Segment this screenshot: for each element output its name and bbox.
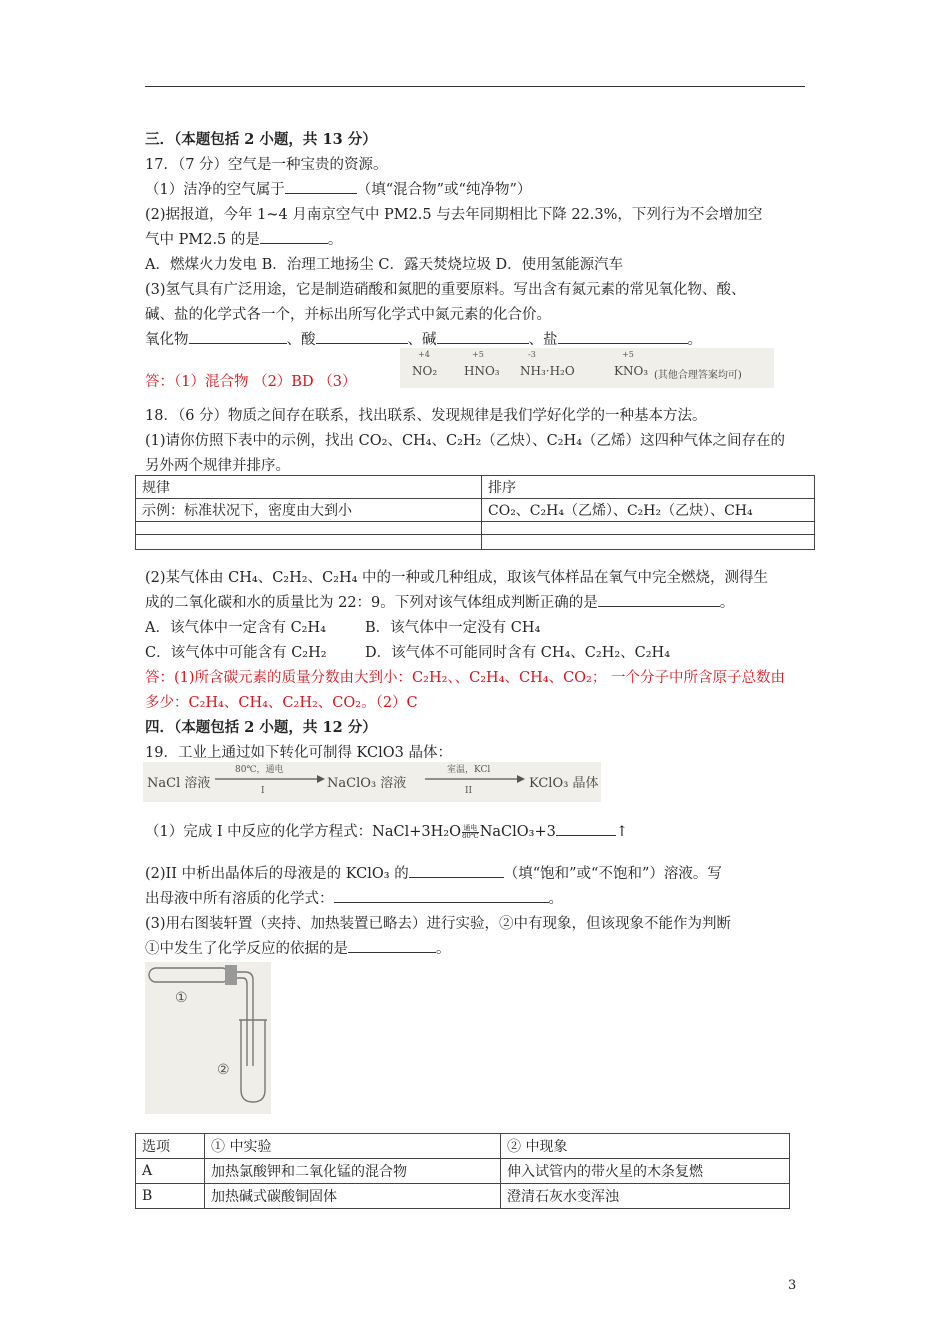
q19-apparatus-figure bbox=[145, 962, 271, 1114]
flow-step2-condition: 室温，KCl bbox=[447, 765, 491, 775]
q17-answer: 答：（1）混合物 （2）BD （3） bbox=[145, 374, 357, 390]
answer-blank[interactable] bbox=[598, 594, 720, 607]
table-header-cell: ② 中现象 bbox=[501, 1134, 790, 1159]
q17-part2-line2: 气中 PM2.5 的是 。 bbox=[145, 232, 343, 248]
q17-stem: 17．（7 分）空气是一种宝贵的资源。 bbox=[145, 157, 388, 173]
q18-stem: 18．（6 分）物质之间存在联系，找出联系、发现规律是我们学好化学的一种基本方法。 bbox=[145, 408, 707, 424]
q17-fill-line: 氧化物 、酸 、碱 、盐 。 bbox=[145, 332, 702, 348]
q17-part2-line1: (2)据报道，今年 1~4 月南京空气中 PM2.5 与去年同期相比下降 22.3%，下列行为不会增加空 bbox=[145, 207, 763, 223]
q17-part3-line1: (3)氢气具有广泛用途，它是制造硝酸和氮肥的重要原料。写出含有氮元素的常见氧化物、酸、 bbox=[145, 282, 746, 298]
table-cell: CO₂、C₂H₄（乙烯）、C₂H₂（乙炔）、CH₄ bbox=[482, 499, 815, 522]
q17-options: A．燃煤火力发电 B．治理工地扬尘 C．露天焚烧垃圾 D．使用氢能源汽车 bbox=[145, 257, 624, 273]
q19-part3-line1: (3)用右图装轩置（夹持、加热装置已略去）进行实验，②中有现象，但该现象不能作为判断 bbox=[145, 916, 732, 932]
section3-title: 三．（本题包括 2 小题，共 13 分） bbox=[145, 131, 377, 148]
q18-part2-line1: (2)某气体由 CH₄、C₂H₂、C₂H₄ 中的一种或几种组成，取该气体样品在氧气中完全燃烧，测得生 bbox=[145, 570, 769, 586]
answer-blank[interactable] bbox=[556, 823, 616, 836]
answer-blank[interactable] bbox=[316, 331, 408, 344]
answer-blank[interactable] bbox=[285, 181, 357, 194]
test-tube-apparatus-icon bbox=[145, 962, 271, 1114]
answer-blank[interactable] bbox=[189, 331, 287, 344]
q18-part1-line2: 另外两个规律并排序。 bbox=[145, 458, 290, 474]
apparatus-label-2: ② bbox=[217, 1062, 230, 1078]
q17-part1: （1）洁净的空气属于 （填“混合物”或“纯净物”） bbox=[145, 182, 532, 198]
q19-part1: （1）完成 I 中反应的化学方程式：NaCl+3H₂O 通电 80℃NaClO₃+3 ↑ bbox=[145, 823, 629, 840]
table-header-cell: ① 中实验 bbox=[205, 1134, 501, 1159]
flow-start: NaCl 溶液 bbox=[147, 776, 211, 791]
q18-answer-line1: 答：(1)所含碳元素的质量分数由大到小：C₂H₂、、C₂H₄、CH₄、CO₂； 一个分子中所含原子总数由 bbox=[145, 670, 785, 686]
flow-step2-label: II bbox=[465, 786, 473, 796]
q19-stem: 19．工业上通过如下转化可制得 KClO3 晶体： bbox=[145, 745, 452, 761]
header-rule bbox=[145, 86, 805, 87]
flow-step1-label: I bbox=[261, 786, 265, 796]
q17-part3-line2: 碱、盐的化学式各一个，并标出所写化学式中氮元素的化合价。 bbox=[145, 307, 551, 323]
q18-option-a: A．该气体中一定含有 C₂H₄ bbox=[145, 620, 326, 636]
table-cell: 示例：标准状况下，密度由大到小 bbox=[136, 499, 482, 522]
q18-option-b: B．该气体中一定没有 CH₄ bbox=[365, 620, 541, 636]
apparatus-label-1: ① bbox=[175, 990, 188, 1006]
table-cell: B bbox=[136, 1184, 205, 1209]
q18-part2-line2: 成的二氧化碳和水的质量比为 22：9。下列对该气体组成判断正确的是 。 bbox=[145, 595, 735, 611]
table-row bbox=[136, 535, 815, 550]
q18-table bbox=[135, 475, 815, 550]
table-cell-empty[interactable] bbox=[136, 535, 482, 550]
table-cell: 澄清石灰水变浑浊 bbox=[501, 1184, 790, 1209]
q18-part1-line1: (1)请你仿照下表中的示例，找出 CO₂、CH₄、C₂H₂（乙炔）、C₂H₄（乙烯）这四种气体之间存在的 bbox=[145, 433, 785, 449]
arrow-right-icon bbox=[215, 774, 325, 784]
arrow-right-icon bbox=[425, 774, 525, 784]
table-cell: 伸入试管内的带火星的木条复燃 bbox=[501, 1159, 790, 1184]
flow-end: KClO₃ 晶体 bbox=[529, 776, 599, 791]
table-header-row bbox=[136, 1134, 790, 1159]
answer-blank[interactable] bbox=[437, 331, 529, 344]
q19-part3-line2: ①中发生了化学反应的依据的是 。 bbox=[145, 941, 451, 957]
q19-flow-diagram bbox=[143, 762, 601, 802]
table-header-cell: 选项 bbox=[136, 1134, 205, 1159]
q17-answer-image: +4 +5 -3 +5 NO₂ HNO₃ NH₃·H₂O KNO₃ (其他合理答案均可) bbox=[400, 348, 774, 388]
table-cell-empty[interactable] bbox=[136, 522, 482, 535]
section4-title: 四．（本题包括 2 小题，共 12 分） bbox=[145, 719, 377, 736]
table-row bbox=[136, 1159, 790, 1184]
answer-blank[interactable] bbox=[334, 890, 549, 903]
flow-mid: NaClO₃ 溶液 bbox=[327, 776, 407, 791]
page-number: 3 bbox=[788, 1278, 797, 1293]
q19-table bbox=[135, 1133, 790, 1209]
answer-blank[interactable] bbox=[260, 231, 328, 244]
table-row bbox=[136, 499, 815, 522]
q18-answer-line2: 多少：C₂H₄、CH₄、C₂H₂、CO₂。（2）C bbox=[145, 695, 418, 711]
q19-part2-line1: (2)II 中析出晶体后的母液是的 KClO₃ 的 （填“饱和”或“不饱和”）溶液。写 bbox=[145, 866, 722, 882]
table-cell: 加热碱式碳酸铜固体 bbox=[205, 1184, 501, 1209]
table-row bbox=[136, 1184, 790, 1209]
table-row bbox=[136, 522, 815, 535]
table-header-row bbox=[136, 476, 815, 499]
table-cell-empty[interactable] bbox=[482, 522, 815, 535]
q18-option-c: C．该气体中可能含有 C₂H₂ bbox=[145, 645, 327, 661]
answer-blank[interactable] bbox=[409, 865, 504, 878]
table-header-cell: 排序 bbox=[482, 476, 815, 499]
table-cell: A bbox=[136, 1159, 205, 1184]
table-cell: 加热氯酸钾和二氧化锰的混合物 bbox=[205, 1159, 501, 1184]
answer-blank[interactable] bbox=[558, 331, 688, 344]
flow-step1-condition: 80℃，通电 bbox=[235, 765, 284, 775]
answer-blank[interactable] bbox=[348, 940, 436, 953]
table-cell-empty[interactable] bbox=[482, 535, 815, 550]
q18-option-d: D．该气体不可能同时含有 CH₄、C₂H₂、C₂H₄ bbox=[365, 645, 671, 661]
q19-part2-line2: 出母液中所有溶质的化学式： 。 bbox=[145, 891, 563, 907]
table-header-cell: 规律 bbox=[136, 476, 482, 499]
